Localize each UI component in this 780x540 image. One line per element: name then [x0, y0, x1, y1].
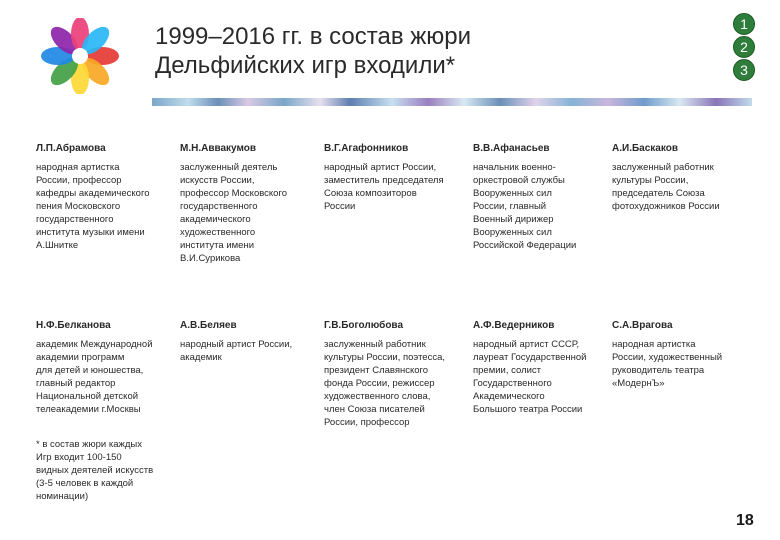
section-nav: [733, 13, 757, 82]
jury-description: заслуженный деятель искусств России, профессор Московского государственного академического художественного института имени В.И.Сурикова: [180, 162, 288, 264]
jury-name: Н.Ф.Белканова: [36, 320, 111, 331]
jury-description: начальник военно- оркестровой службы Вооруженных сил России, главный Военный дирижер Вооруженных сил Российской Федерации: [473, 162, 577, 251]
section-1-button[interactable]: 1: [733, 13, 755, 35]
jury-name: С.А.Врагова: [612, 320, 673, 331]
jury-description: народная артистка России, профессор кафедры академического пения Московского государственного института музыки имени А.Шнитке: [36, 162, 150, 251]
title-line-1: 1999–2016 гг. в состав жюри: [155, 23, 472, 50]
jury-name: В.В.Афанасьев: [473, 143, 550, 154]
jury-name: Л.П.Абрамова: [36, 143, 106, 154]
section-3-button[interactable]: 3: [733, 59, 755, 81]
jury-description: народный артист России, академик: [180, 339, 293, 363]
logo-center: [72, 48, 88, 64]
jury-description: народный артист России, заместитель председателя Союза композиторов России: [324, 162, 444, 212]
jury-name: А.В.Беляев: [180, 320, 237, 331]
delphic-games-logo: [30, 18, 130, 94]
jury-description: заслуженный работник культуры России, поэтесса, президент Славянского фонда России, режиссер художественного слова, член Союза писателей России, профессор: [324, 339, 446, 428]
section-2-button[interactable]: 2: [733, 36, 755, 58]
decorative-divider: [152, 98, 752, 106]
jury-description: народный артист СССР, лауреат Государственной премии, солист Государственного Академического Большого театра России: [473, 339, 587, 415]
title-line-2: Дельфийских игр входили*: [155, 52, 456, 79]
jury-name: М.Н.Аввакумов: [180, 143, 257, 154]
page-number: 18: [736, 512, 754, 529]
jury-name: А.Ф.Ведерников: [473, 320, 555, 331]
page-title: [155, 22, 471, 80]
jury-name: Г.В.Боголюбова: [324, 320, 404, 331]
jury-description: заслуженный работник культуры России, председатель Союза фотохудожников России: [612, 162, 720, 212]
jury-description: академик Международной академии программ для детей и юношества, главный редактор Национальной детской телеакадемии г.Москвы: [36, 339, 153, 415]
jury-name: А.И.Баскаков: [612, 143, 678, 154]
jury-description: народная артистка России, художественный руководитель театра «МодернЪ»: [612, 339, 723, 389]
jury-name: В.Г.Агафонников: [324, 143, 409, 154]
footnote: * в состав жюри каждых Игр входит 100-150 видных деятелей искусств (3-5 человек в каждой номинации): [36, 439, 154, 502]
